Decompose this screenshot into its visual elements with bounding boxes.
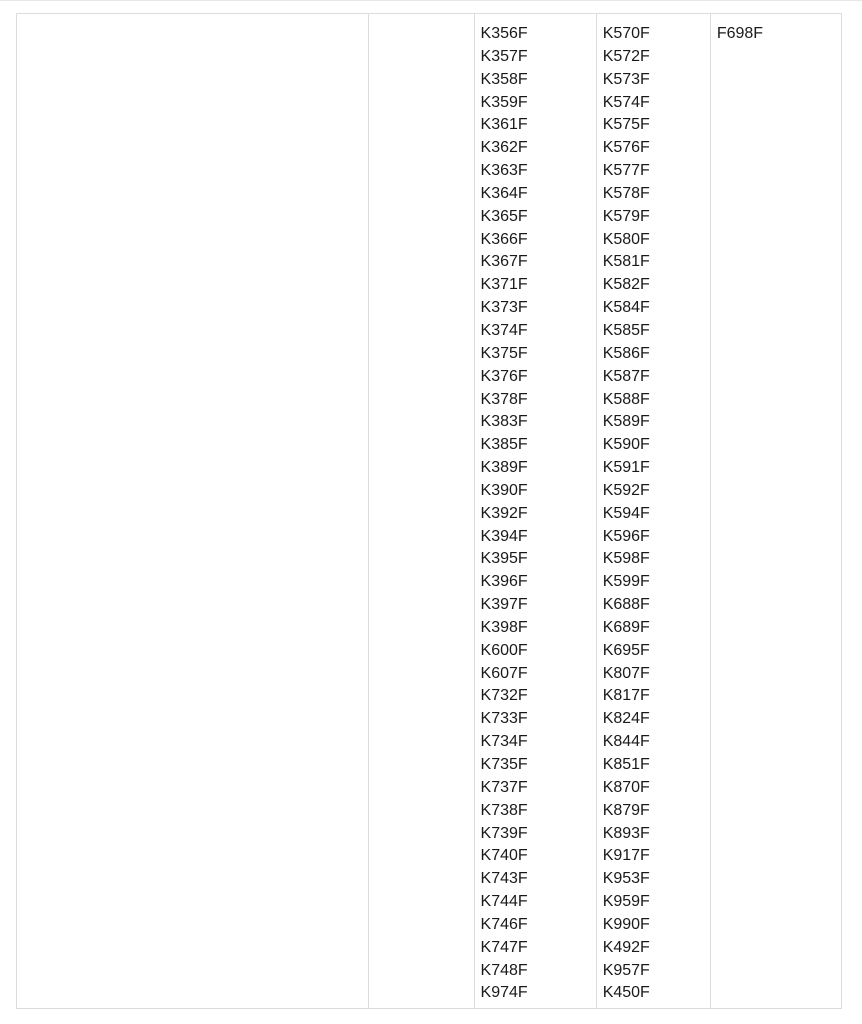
code-entry: K397F	[480, 596, 528, 614]
code-entry: K374F	[480, 321, 528, 339]
code-entry: K570F	[602, 25, 650, 42]
code-entry: K574F	[602, 93, 650, 111]
code-entry: K363F	[480, 162, 528, 180]
code-entry: K398F	[480, 618, 528, 636]
code-entry: K366F	[480, 230, 528, 248]
code-entry: K359F	[480, 93, 528, 111]
code-entry: K893F	[602, 824, 650, 842]
code-entry: K357F	[480, 47, 528, 65]
code-entry: K959F	[602, 893, 650, 911]
table-cell-col1	[17, 14, 369, 1009]
code-entry: K586F	[602, 344, 650, 362]
code-entry: K371F	[480, 276, 528, 294]
code-entry: K573F	[602, 70, 650, 88]
code-entry: K747F	[480, 938, 528, 956]
code-entry: K590F	[602, 436, 650, 454]
code-entry: K376F	[480, 367, 528, 385]
code-entry: K364F	[480, 184, 528, 202]
code-entry: K879F	[602, 801, 650, 819]
code-entry: K695F	[602, 641, 650, 659]
cell-list-col4	[597, 14, 710, 1005]
code-entry: K383F	[480, 413, 528, 431]
code-entry: K375F	[480, 344, 528, 362]
code-entry: K367F	[480, 253, 528, 271]
code-entry: K953F	[602, 870, 650, 888]
code-entry: K851F	[602, 756, 650, 773]
code-entry: K824F	[602, 710, 650, 728]
table-cell-col4	[596, 14, 710, 1009]
code-entry: K688F	[602, 596, 650, 614]
code-entry: K588F	[602, 390, 650, 408]
code-entry: K396F	[480, 573, 528, 591]
code-entry: K599F	[602, 573, 650, 591]
code-entry: K744F	[480, 893, 528, 911]
code-entry: K974F	[480, 984, 528, 1002]
code-entry: K737F	[480, 778, 528, 796]
code-entry: K740F	[480, 847, 528, 865]
code-entry: K392F	[480, 504, 528, 522]
code-entry: K356F	[480, 25, 528, 42]
table-cell-col2	[369, 14, 474, 1009]
table-cell-col5	[710, 14, 841, 1009]
code-entry: K735F	[480, 756, 528, 773]
code-entry: K394F	[480, 527, 528, 545]
cell-list-col3	[475, 14, 596, 1005]
code-entry: K748F	[480, 961, 528, 979]
code-entry: K990F	[602, 915, 650, 933]
code-entry: K817F	[602, 687, 650, 705]
cell-list-col2	[369, 14, 473, 23]
code-entry: K870F	[602, 778, 650, 796]
cell-list-col1	[17, 14, 368, 23]
code-entry: K689F	[602, 618, 650, 636]
code-entry: K917F	[602, 847, 650, 865]
code-entry: K365F	[480, 207, 528, 225]
top-divider	[0, 0, 862, 1]
code-entry: K358F	[480, 70, 528, 88]
code-entry: K957F	[602, 961, 650, 979]
table-cell-col3	[474, 14, 596, 1009]
code-entry: K373F	[480, 299, 528, 317]
table-row	[17, 14, 842, 1009]
code-entry: K733F	[480, 710, 528, 728]
code-entry: K734F	[480, 733, 528, 751]
code-entry: K746F	[480, 915, 528, 933]
code-entry: K607F	[480, 664, 528, 682]
code-entry: K361F	[480, 116, 528, 134]
code-entry: K584F	[602, 299, 650, 317]
code-entry: K577F	[602, 162, 650, 180]
code-table	[16, 13, 842, 1009]
code-entry: K594F	[602, 504, 650, 522]
cell-list-col5	[711, 14, 841, 46]
code-entry: K581F	[602, 253, 650, 271]
code-entry: K600F	[480, 641, 528, 659]
code-entry: K591F	[602, 459, 650, 477]
code-entry: K390F	[480, 481, 528, 499]
code-entry: K587F	[602, 367, 650, 385]
code-entry: K579F	[602, 207, 650, 225]
code-entry: K596F	[602, 527, 650, 545]
code-entry: K739F	[480, 824, 528, 842]
code-entry: K743F	[480, 870, 528, 888]
code-entry: K578F	[602, 184, 650, 202]
code-entry: K598F	[602, 550, 650, 568]
code-entry: K450F	[602, 984, 650, 1002]
code-entry: K362F	[480, 139, 528, 157]
code-entry: K589F	[602, 413, 650, 431]
code-entry: K572F	[602, 47, 650, 65]
code-entry: K844F	[602, 733, 650, 751]
code-entry: K492F	[602, 938, 650, 956]
code-entry: F698F	[716, 25, 764, 42]
code-entry: K385F	[480, 436, 528, 454]
code-entry: K732F	[480, 687, 528, 705]
code-entry: K575F	[602, 116, 650, 134]
code-entry: K395F	[480, 550, 528, 568]
code-entry: K576F	[602, 139, 650, 157]
code-entry: K585F	[602, 321, 650, 339]
code-entry: K389F	[480, 459, 528, 477]
code-entry: K582F	[602, 276, 650, 294]
code-entry: K807F	[602, 664, 650, 682]
code-entry: K580F	[602, 230, 650, 248]
code-entry: K378F	[480, 390, 528, 408]
code-entry: K738F	[480, 801, 528, 819]
code-entry: K592F	[602, 481, 650, 499]
